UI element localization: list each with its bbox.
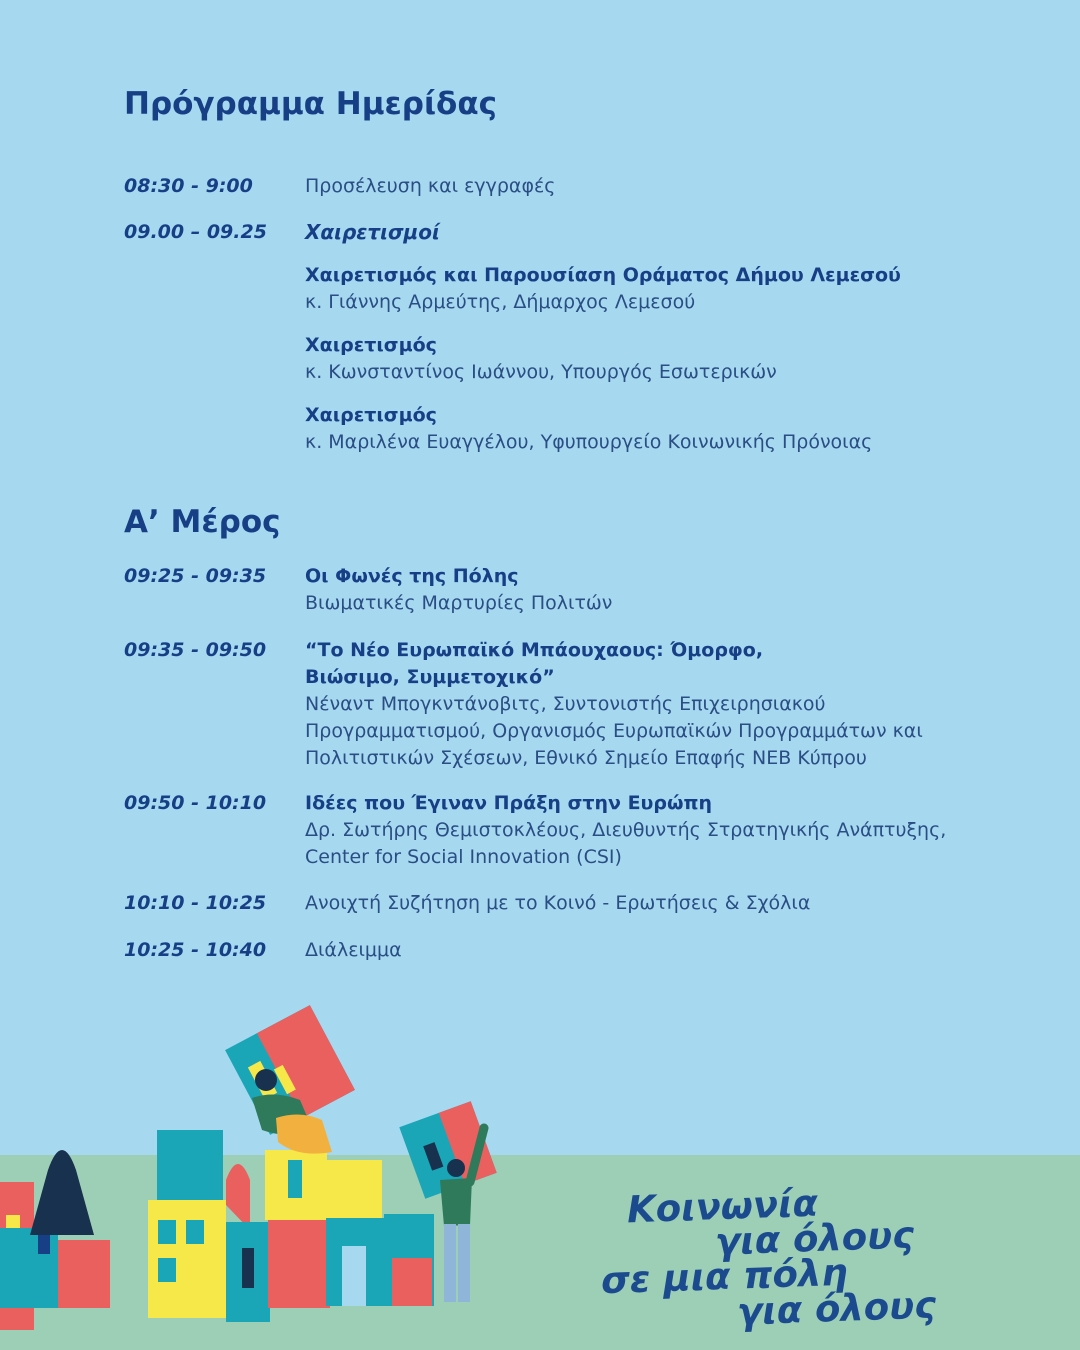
person-skirt	[276, 1114, 332, 1153]
row-description	[305, 563, 985, 617]
program-item	[305, 173, 985, 200]
item-title: “Το Νέο Ευρωπαϊκό Μπάουχαους: Όμορφο,	[305, 639, 764, 661]
row-time: 09:25 - 09:35	[124, 565, 267, 587]
person-head	[255, 1069, 277, 1091]
building-coral-low	[58, 1240, 110, 1308]
city-illustration	[0, 1000, 520, 1350]
building-coral-far	[392, 1258, 432, 1306]
item-line: Πολιτιστικών Σχέσεων, Εθνικό Σημείο Επαφής ΝΕΒ Κύπρου	[305, 747, 867, 769]
item-line: Βιωματικές Μαρτυρίες Πολιτών	[305, 592, 613, 614]
person-leg	[444, 1224, 456, 1302]
row-time: 09:35 - 09:50	[124, 639, 267, 661]
slogan	[585, 1182, 1065, 1332]
row-description	[305, 890, 985, 917]
slogan-line-2: για όλους	[714, 1213, 915, 1264]
program-item	[305, 402, 985, 456]
window	[158, 1220, 176, 1244]
item-line: Δρ. Σωτήρης Θεμιστοκλέους, Διευθυντής Στρατηγικής Ανάπτυξης,	[305, 819, 947, 841]
row-time: 09:50 - 10:10	[124, 792, 267, 814]
item-title: Ιδέες που Έγιναν Πράξη στην Ευρώπη	[305, 792, 713, 814]
row-time: 09.00 – 09.25	[124, 221, 267, 243]
dark-tower	[30, 1150, 94, 1235]
item-line: κ. Γιάννης Αρμεύτης, Δήμαρχος Λεμεσού	[305, 291, 696, 313]
program-item	[305, 332, 985, 386]
row-description	[305, 173, 985, 200]
building-yellow-right	[326, 1160, 382, 1218]
item-title: Οι Φωνές της Πόλης	[305, 565, 519, 587]
door	[342, 1246, 366, 1306]
item-title: Χαιρετισμός	[305, 334, 437, 356]
part-a-title: Α’ Μέρος	[124, 504, 281, 540]
item-line: κ. Μαριλένα Ευαγγέλου, Υφυπουργείο Κοινωνικής Πρόνοιας	[305, 431, 873, 453]
item-title: Βιώσιμο, Συμμετοχικό”	[305, 666, 555, 688]
row-time: 08:30 - 9:00	[124, 175, 253, 197]
row-time: 10:10 - 10:25	[124, 892, 267, 914]
window	[38, 1232, 50, 1254]
slogan-line-1: Κοινωνία	[626, 1181, 819, 1232]
rounded-tower	[226, 1164, 250, 1230]
person-head	[447, 1159, 465, 1177]
item-line: κ. Κωνσταντίνος Ιωάννου, Υπουργός Εσωτερικών	[305, 361, 777, 383]
window	[158, 1258, 176, 1282]
item-line: Προσέλευση και εγγραφές	[305, 175, 556, 197]
person-leg	[458, 1224, 470, 1302]
row-description	[305, 637, 985, 772]
door	[242, 1248, 254, 1288]
program-item	[305, 262, 985, 316]
item-line: Ανοιχτή Συζήτηση με το Κοινό - Ερωτήσεις & Σχόλια	[305, 892, 811, 914]
item-line: Διάλειμμα	[305, 939, 402, 961]
slogan-line-4: για όλους	[736, 1283, 937, 1334]
item-line: Center for Social Innovation (CSI)	[305, 846, 622, 868]
item-line: Προγραμματισμού, Οργανισμός Ευρωπαϊκών Προγραμμάτων και	[305, 720, 923, 742]
program-title: Πρόγραμμα Ημερίδας	[124, 86, 497, 122]
item-line: Νέναντ Μπογκντάνοβιτς, Συντονιστής Επιχειρησιακού	[305, 693, 826, 715]
row-description	[305, 219, 985, 456]
row-description	[305, 937, 985, 964]
row-time: 10:25 - 10:40	[124, 939, 267, 961]
item-title: Χαιρετισμός και Παρουσίαση Οράματος Δήμου Λεμεσού	[305, 264, 901, 286]
building-teal-tall	[157, 1130, 223, 1205]
item-title: Χαιρετισμός	[305, 404, 437, 426]
window	[288, 1160, 302, 1198]
slogan-line-3: σε μια πόλη	[600, 1250, 849, 1303]
greetings-heading-item	[305, 219, 985, 246]
greetings-heading: Χαιρετισμοί	[305, 220, 440, 244]
building-coral-mid	[268, 1218, 330, 1308]
window	[186, 1220, 204, 1244]
row-description	[305, 790, 985, 871]
